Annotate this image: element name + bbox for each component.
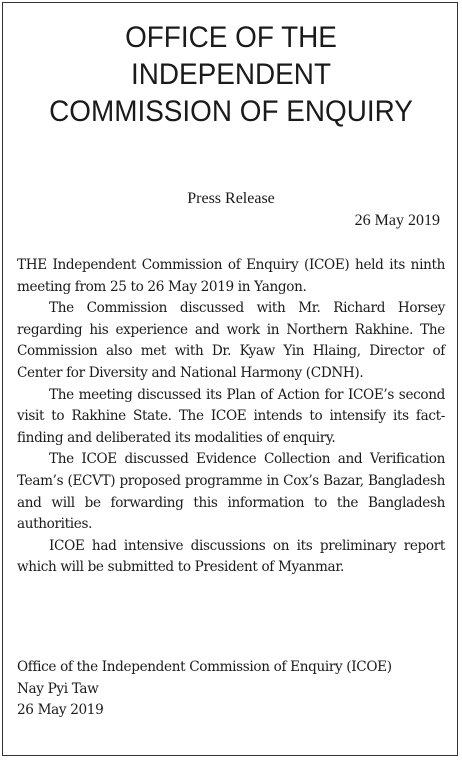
signature-block	[17, 657, 445, 722]
document-frame	[2, 2, 458, 756]
press-release-body	[17, 255, 445, 579]
paragraph-2: The Commission discussed with Mr. Richard Horsey regarding his experience and work in Northern Rakhine. The Commission also met with Dr. Kyaw Yin Hlaing, Director of Center for Diversity and National Harmony (CDNH).	[17, 300, 445, 381]
page-title	[3, 19, 459, 130]
paragraph-4: The ICOE discussed Evidence Collection and Verification Team’s (ECVT) proposed programme in Cox’s Bazar, Bangladesh and will be forwarding this information to the Bangladesh authorities.	[17, 451, 445, 533]
signature-office: Office of the Independent Commission of Enquiry (ICOE)	[17, 659, 392, 675]
paragraph-1: THE Independent Commission of Enquiry (ICOE) held its ninth meeting from 25 to 26 May 2019 in Yangon.	[17, 257, 445, 295]
paragraph-3: The meeting discussed its Plan of Action for ICOE’s second visit to Rakhine State. The ICOE intends to intensify its fact-finding and deliberated its modalities of enquiry.	[17, 386, 445, 446]
signature-place: Nay Pyi Taw	[17, 680, 99, 697]
title-line-2: INDEPENDENT	[131, 58, 331, 91]
paragraph-5: ICOE had intensive discussions on its preliminary report which will be submitted to President of Myanmar.	[17, 537, 445, 576]
release-date: 26 May 2019	[354, 212, 440, 229]
title-line-3: COMMISSION OF ENQUIRY	[49, 95, 413, 128]
signature-date: 26 May 2019	[17, 702, 104, 719]
title-line-1: OFFICE OF THE	[125, 21, 337, 54]
press-release-label: Press Release	[187, 190, 275, 207]
